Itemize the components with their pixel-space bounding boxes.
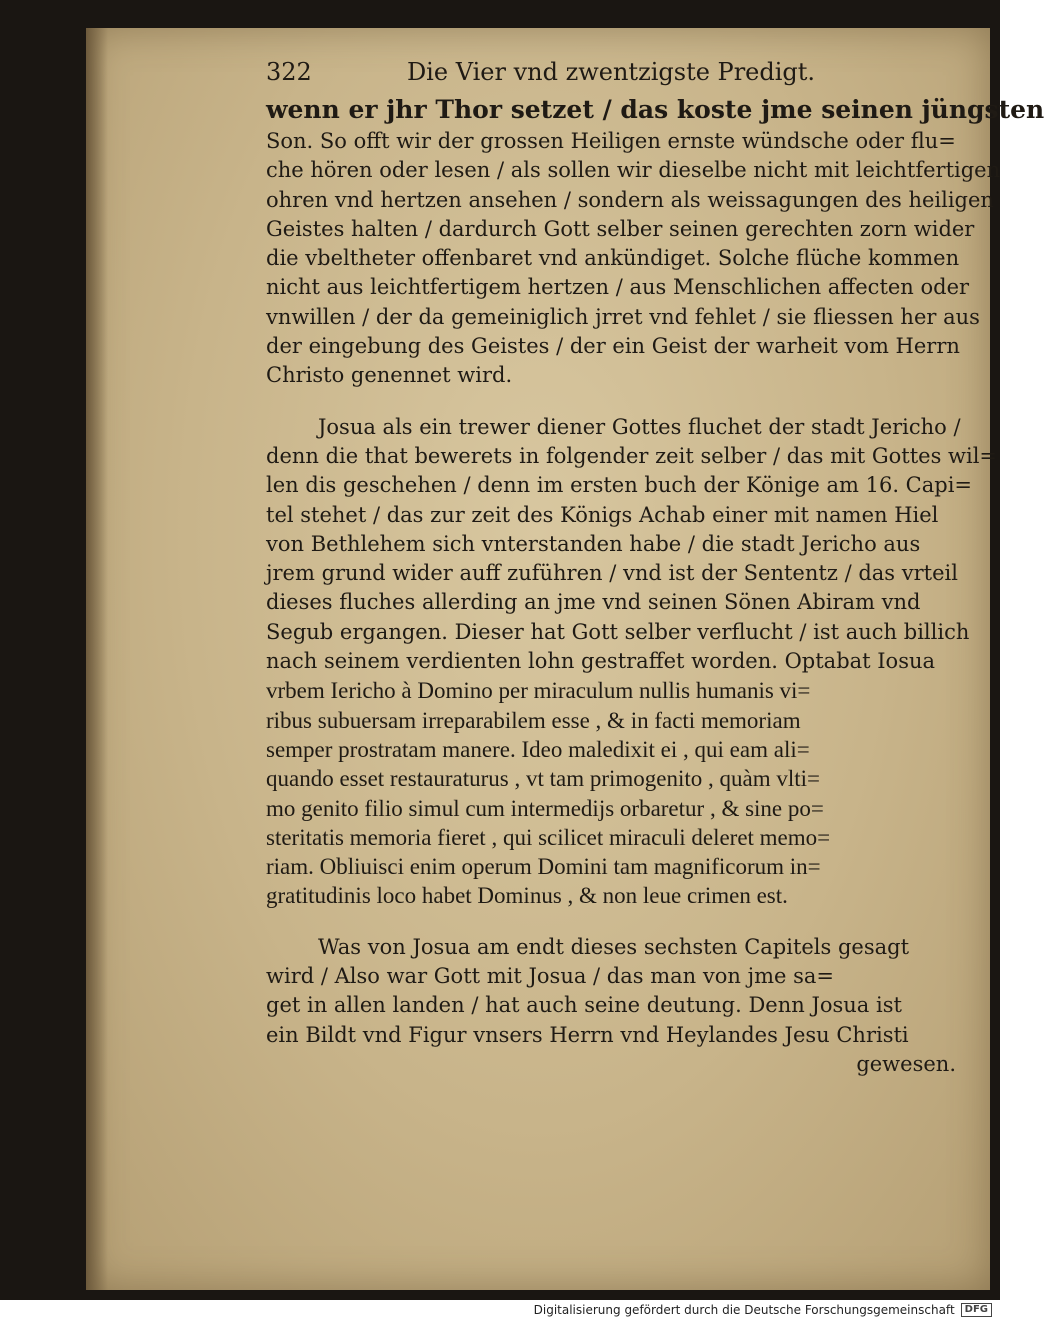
text-line: mo genito filio simul cum intermedijs orbaretur , & sine po= bbox=[266, 795, 824, 821]
text-line: wenn er jhr Thor setzet / das koste jme seinen jüngsten bbox=[266, 95, 1044, 124]
text-line: len dis geschehen / denn im ersten buch der Könige am 16. Capi= bbox=[266, 473, 973, 498]
text-line: Christo genennet wird. bbox=[266, 363, 513, 388]
page-gutter-shadow bbox=[86, 28, 108, 1290]
page-text bbox=[266, 58, 1044, 1079]
text-line: ribus subuersam irreparabilem esse , & in facti memoriam bbox=[266, 707, 801, 733]
text-line: quando esset restauraturus , vt tam primogenito , quàm vlti= bbox=[266, 766, 820, 792]
text-line: nicht aus leichtfertigem hertzen / aus Menschlichen affecten oder bbox=[266, 275, 970, 300]
text-line: semper prostratam manere. Ideo maledixit ei , qui eam ali= bbox=[266, 736, 810, 762]
body-text bbox=[266, 92, 1044, 1079]
text-line: die vbeltheter offenbaret vnd ankündiget. Solche flüche kommen bbox=[266, 246, 960, 271]
funding-credit: Digitalisierung gefördert durch die Deutsche Forschungsgemeinschaft bbox=[533, 1302, 955, 1317]
text-line: ein Bildt vnd Figur vnsers Herrn vnd Heylandes Jesu Christi bbox=[266, 1022, 909, 1047]
dfg-logo: DFG bbox=[961, 1303, 992, 1317]
text-line: dieses fluches allerding an jme vnd seinen Sönen Abiram vnd bbox=[266, 590, 921, 615]
text-line: Segub ergangen. Dieser hat Gott selber verflucht / ist auch billich bbox=[266, 619, 970, 644]
text-line: von Bethlehem sich vnterstanden habe / die stadt Jericho aus bbox=[266, 531, 921, 556]
text-line: nach seinem verdienten lohn gestraffet worden. Optabat Iosua bbox=[266, 649, 936, 674]
text-line: der eingebung des Geistes / der ein Geist der warheit vom Herrn bbox=[266, 334, 960, 359]
text-line: wird / Also war Gott mit Josua / das man von jme sa= bbox=[266, 964, 834, 989]
text-line: denn die that bewerets in folgender zeit selber / das mit Gottes wil= bbox=[266, 443, 998, 468]
text-line: ohren vnd hertzen ansehen / sondern als weissagungen des heiligen bbox=[266, 187, 994, 212]
faded-bleed-through bbox=[265, 1080, 565, 1120]
running-head: Die Vier vnd zwentzigste Predigt. bbox=[406, 58, 816, 86]
paragraph-gap bbox=[266, 391, 956, 413]
text-line: riam. Obliuisci enim operum Domini tam magnificorum in= bbox=[266, 854, 821, 880]
text-line: Geistes halten / dardurch Gott selber seinen gerechten zorn wider bbox=[266, 216, 975, 241]
page-number: 322 bbox=[266, 58, 312, 86]
text-line: Josua als ein trewer diener Gottes fluchet der stadt Jericho / bbox=[318, 414, 961, 439]
text-line: vrbem Iericho à Domino per miraculum nullis humanis vi= bbox=[266, 678, 811, 704]
text-line: Son. So offt wir der grossen Heiligen ernste wündsche oder flu= bbox=[266, 129, 956, 153]
text-line: che hören oder lesen / als sollen wir dieselbe nicht mit leichtfertigen bbox=[266, 158, 1001, 183]
text-line: steritatis memoria fieret , qui scilicet miraculi deleret memo= bbox=[266, 824, 831, 850]
text-line: jrem grund wider auff zuführen / vnd ist der Sententz / das vrteil bbox=[266, 561, 958, 586]
text-line: tel stehet / das zur zeit des Königs Achab einer mit namen Hiel bbox=[266, 502, 939, 527]
text-line: gewesen. bbox=[856, 1051, 956, 1076]
text-line: vnwillen / der da gemeiniglich jrret vnd fehlet / sie fliessen her aus bbox=[266, 304, 980, 329]
text-line: get in allen landen / hat auch seine deutung. Denn Josua ist bbox=[266, 993, 902, 1018]
paragraph-gap bbox=[266, 911, 956, 933]
digitization-footer bbox=[0, 1300, 1000, 1319]
page-header bbox=[266, 58, 956, 92]
text-line: Was von Josua am endt dieses sechsten Capitels gesagt bbox=[318, 934, 910, 959]
text-line: gratitudinis loco habet Dominus , & non leue crimen est. bbox=[266, 883, 788, 909]
